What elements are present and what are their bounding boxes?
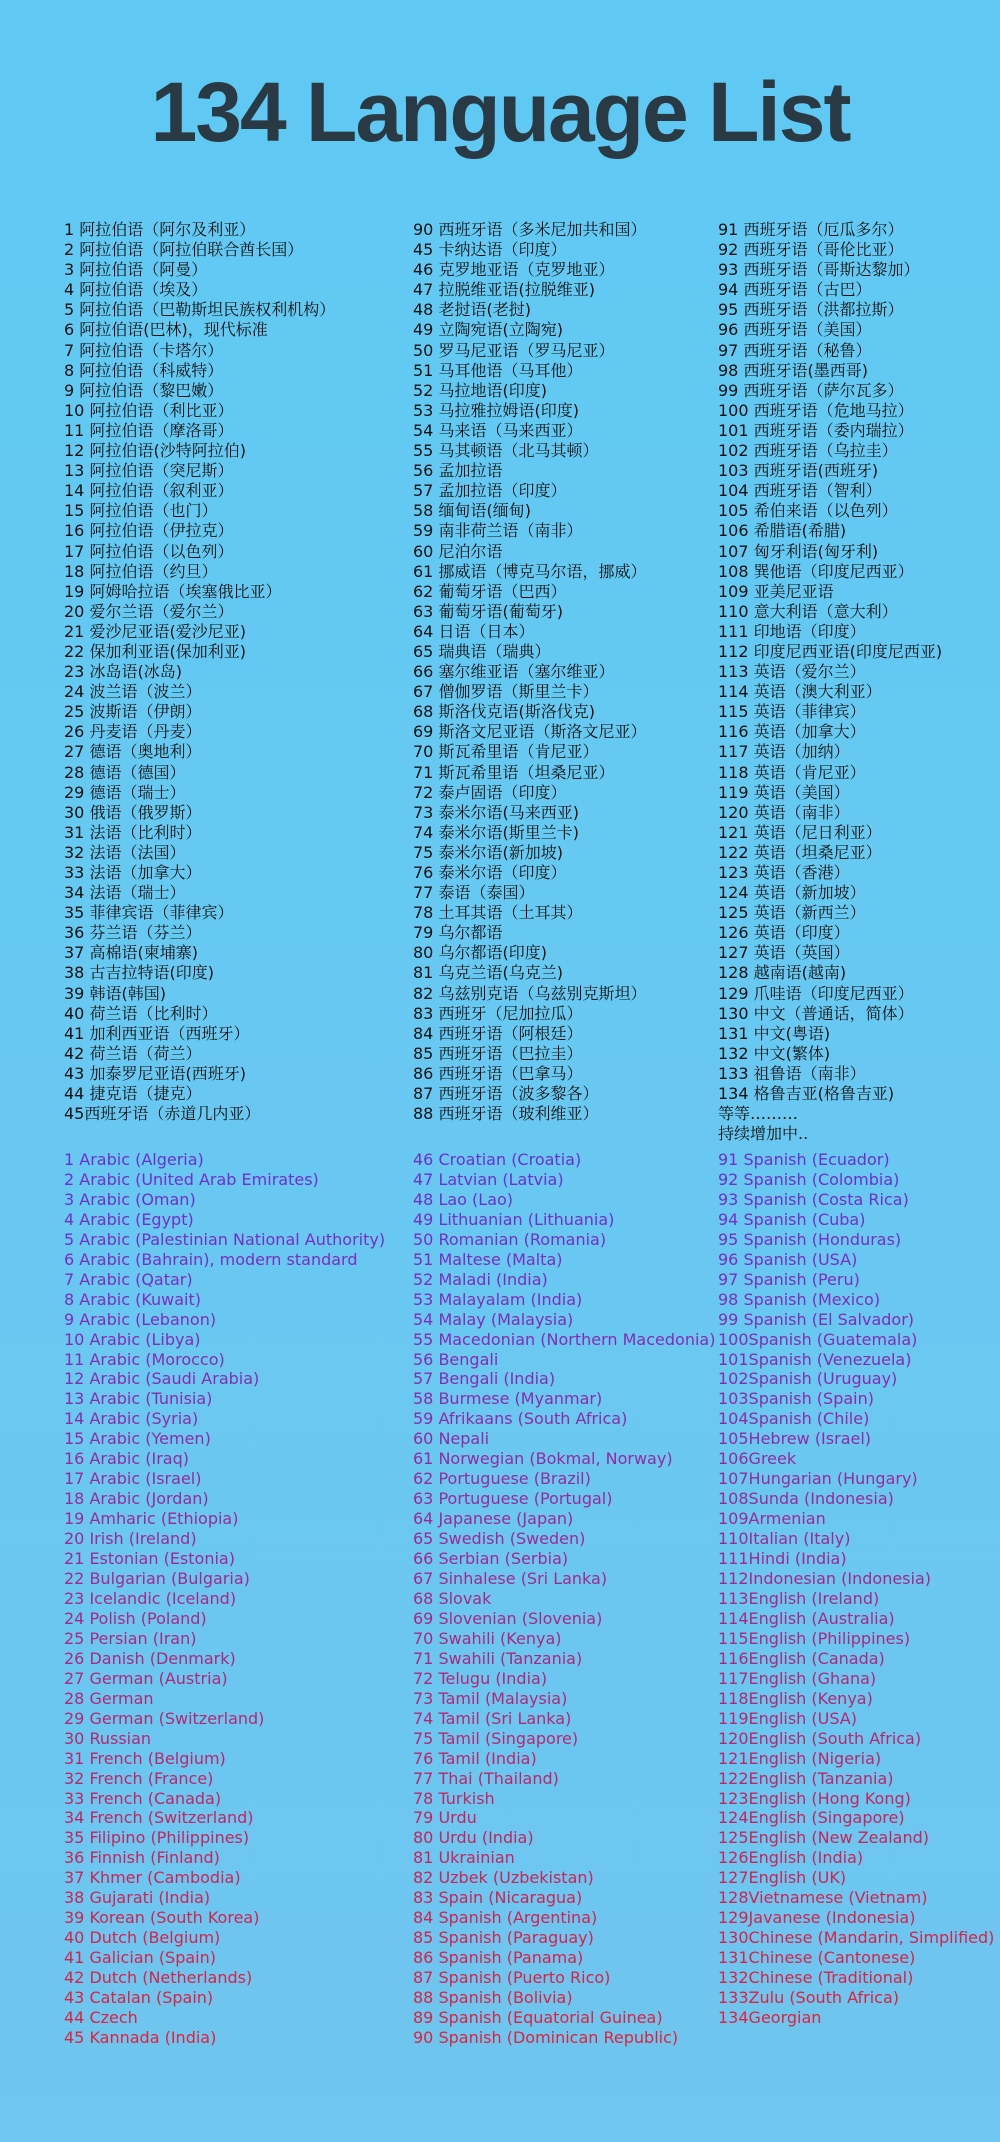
language-item: 118English (Kenya) bbox=[718, 1688, 873, 1708]
language-item: 127 英语（英国） bbox=[718, 943, 850, 963]
language-item: 27 German (Austria) bbox=[64, 1668, 228, 1688]
language-item: 26 Danish (Denmark) bbox=[64, 1648, 236, 1668]
language-item: 75 Tamil (Singapore) bbox=[413, 1728, 579, 1748]
language-item: 46 Croatian (Croatia) bbox=[413, 1150, 582, 1169]
language-item: 95 Spanish (Honduras) bbox=[718, 1229, 902, 1249]
language-item: 96 西班牙语（美国） bbox=[718, 320, 872, 340]
zh-list-col-3 bbox=[718, 220, 998, 1144]
language-item: 59 南非荷兰语（南非） bbox=[413, 521, 583, 541]
language-item: 45 卡纳达语（印度） bbox=[413, 240, 567, 260]
language-item: 78 Turkish bbox=[413, 1788, 495, 1808]
language-item: 73 泰米尔语(马来西亚) bbox=[413, 802, 579, 822]
language-item: 99 Spanish (El Salvador) bbox=[718, 1309, 915, 1329]
language-item: 114 英语（澳大利亚） bbox=[718, 682, 882, 702]
language-item: 35 菲律宾语（菲律宾） bbox=[64, 903, 234, 923]
language-item: 71 Swahili (Tanzania) bbox=[413, 1648, 583, 1668]
language-item: 128Vietnamese (Vietnam) bbox=[718, 1888, 928, 1908]
language-item: 44 捷克语（捷克） bbox=[64, 1084, 202, 1104]
language-item: 73 Tamil (Malaysia) bbox=[413, 1688, 568, 1708]
language-item: 81 Ukrainian bbox=[413, 1848, 515, 1868]
language-item: 93 西班牙语（哥斯达黎加） bbox=[718, 260, 920, 280]
language-item: 36 芬兰语（芬兰） bbox=[64, 923, 202, 943]
language-item: 46 克罗地亚语（克罗地亚） bbox=[413, 260, 615, 280]
language-item: 120English (South Africa) bbox=[718, 1728, 922, 1748]
language-item: 113English (Ireland) bbox=[718, 1588, 880, 1608]
language-item: 131 中文(粤语) bbox=[718, 1023, 831, 1043]
language-item: 43 加泰罗尼亚语(西班牙) bbox=[64, 1063, 246, 1083]
language-item: 110 意大利语（意大利） bbox=[718, 601, 898, 621]
language-item: 93 Spanish (Costa Rica) bbox=[718, 1189, 909, 1209]
language-item: 57 Bengali (India) bbox=[413, 1369, 556, 1389]
language-item: 68 Slovak bbox=[413, 1588, 492, 1608]
language-item: 9 阿拉伯语（黎巴嫩） bbox=[64, 380, 224, 400]
language-item: 94 西班牙语（古巴） bbox=[718, 280, 872, 300]
language-item: 12 阿拉伯语(沙特阿拉伯) bbox=[64, 441, 246, 461]
language-item: 27 德语（奥地利） bbox=[64, 742, 202, 762]
zh-list-col-2 bbox=[413, 220, 713, 1124]
language-item: 124English (Singapore) bbox=[718, 1808, 905, 1828]
language-item: 99 西班牙语（萨尔瓦多） bbox=[718, 380, 904, 400]
language-item: 60 尼泊尔语 bbox=[413, 541, 503, 561]
language-item: 2 Arabic (United Arab Emirates) bbox=[64, 1169, 319, 1189]
language-item: 7 阿拉伯语（卡塔尔） bbox=[64, 340, 224, 360]
language-item: 44 Czech bbox=[64, 2007, 138, 2027]
language-item: 68 斯洛伐克语(斯洛伐克) bbox=[413, 702, 595, 722]
language-item: 17 Arabic (Israel) bbox=[64, 1469, 202, 1489]
language-item: 79 Urdu bbox=[413, 1808, 477, 1828]
language-item: 130 中文（普通话，简体） bbox=[718, 1003, 914, 1023]
language-item: 69 Slovenian (Slovenia) bbox=[413, 1608, 603, 1628]
language-item: 16 阿拉伯语（伊拉克） bbox=[64, 521, 234, 541]
language-item: 88 Spanish (Bolivia) bbox=[413, 1988, 573, 2008]
language-item: 1 阿拉伯语（阿尔及利亚） bbox=[64, 220, 256, 239]
language-item: 108 巽他语（印度尼西亚） bbox=[718, 561, 914, 581]
language-item: 33 法语（加拿大） bbox=[64, 863, 202, 882]
language-item: 78 土耳其语（土耳其） bbox=[413, 903, 583, 923]
language-item: 65 瑞典语（瑞典） bbox=[413, 641, 551, 661]
language-item: 2 阿拉伯语（阿拉伯联合酋长国） bbox=[64, 240, 304, 260]
language-item: 40 Dutch (Belgium) bbox=[64, 1928, 221, 1948]
language-item: 66 Serbian (Serbia) bbox=[413, 1549, 569, 1569]
language-item: 6 阿拉伯语(巴林)，现代标准 bbox=[64, 320, 268, 340]
language-item: 57 孟加拉语（印度） bbox=[413, 481, 567, 501]
language-item: 24 波兰语（波兰） bbox=[64, 682, 202, 702]
en-list-col-2 bbox=[413, 1150, 718, 2048]
language-item: 54 Malay (Malaysia) bbox=[413, 1309, 574, 1329]
language-item: 14 阿拉伯语（叙利亚） bbox=[64, 481, 234, 501]
language-item: 5 阿拉伯语（巴勒斯坦民族权利机构） bbox=[64, 300, 336, 320]
language-item: 23 冰岛语(冰岛) bbox=[64, 662, 182, 682]
language-item: 19 Amharic (Ethiopia) bbox=[64, 1509, 239, 1529]
language-item: 36 Finnish (Finland) bbox=[64, 1848, 220, 1868]
language-item: 10 阿拉伯语（利比亚） bbox=[64, 400, 234, 420]
language-item: 62 葡萄牙语（巴西） bbox=[413, 581, 567, 601]
language-item: 74 Tamil (Sri Lanka) bbox=[413, 1708, 572, 1728]
language-item: 63 葡萄牙语(葡萄牙) bbox=[413, 601, 563, 621]
language-item: 3 Arabic (Oman) bbox=[64, 1189, 196, 1209]
language-item: 67 僧伽罗语（斯里兰卡） bbox=[413, 682, 599, 702]
page-title: 134 Language List bbox=[150, 65, 850, 159]
language-item: 1 Arabic (Algeria) bbox=[64, 1150, 204, 1169]
language-item: 25 Persian (Iran) bbox=[64, 1628, 197, 1648]
language-item: 107 匈牙利语(匈牙利) bbox=[718, 541, 879, 561]
language-item: 47 Latvian (Latvia) bbox=[413, 1169, 564, 1189]
language-item: 113 英语（爱尔兰） bbox=[718, 662, 866, 682]
language-item: 126English (India) bbox=[718, 1848, 864, 1868]
language-item: 127English (UK) bbox=[718, 1868, 847, 1888]
en-list-col-3 bbox=[718, 1150, 998, 2028]
language-item: 90 Spanish (Dominican Republic) bbox=[413, 2027, 679, 2047]
language-item: 101Spanish (Venezuela) bbox=[718, 1349, 912, 1369]
language-item: 20 爱尔兰语（爱尔兰） bbox=[64, 601, 234, 621]
language-item: 80 Urdu (India) bbox=[413, 1828, 534, 1848]
language-item: 74 泰米尔语(斯里兰卡) bbox=[413, 822, 579, 842]
language-item: 115English (Philippines) bbox=[718, 1628, 911, 1648]
language-item: 125English (New Zealand) bbox=[718, 1828, 930, 1848]
language-item: 104 西班牙语（智利） bbox=[718, 481, 882, 501]
language-item: 65 Swedish (Sweden) bbox=[413, 1529, 586, 1549]
language-item: 102 西班牙语（乌拉圭） bbox=[718, 441, 898, 461]
zh-list-col-1 bbox=[64, 220, 409, 1124]
language-item: 122 英语（坦桑尼亚） bbox=[718, 842, 882, 862]
language-item: 33 French (Canada) bbox=[64, 1788, 222, 1808]
language-item: 34 French (Switzerland) bbox=[64, 1808, 254, 1828]
language-item: 42 Dutch (Netherlands) bbox=[64, 1968, 253, 1988]
language-item: 66 塞尔维亚语（塞尔维亚） bbox=[413, 662, 615, 682]
language-item: 21 爱沙尼亚语(爱沙尼亚) bbox=[64, 621, 246, 641]
language-item: 105 希伯来语（以色列） bbox=[718, 501, 898, 521]
language-item: 123 英语（香港） bbox=[718, 863, 850, 882]
language-item: 45西班牙语（赤道几内亚） bbox=[64, 1104, 261, 1124]
language-item: 70 Swahili (Kenya) bbox=[413, 1628, 562, 1648]
language-item: 29 German (Switzerland) bbox=[64, 1708, 265, 1728]
language-item: 30 Russian bbox=[64, 1728, 152, 1748]
language-item: 51 Maltese (Malta) bbox=[413, 1249, 563, 1269]
language-item: 72 Telugu (India) bbox=[413, 1668, 548, 1688]
language-item: 34 法语（瑞士） bbox=[64, 883, 186, 903]
language-item: 84 西班牙语（阿根廷） bbox=[413, 1023, 583, 1043]
language-item: 8 Arabic (Kuwait) bbox=[64, 1289, 202, 1309]
language-item: 97 西班牙语（秘鲁） bbox=[718, 340, 872, 360]
language-item: 95 西班牙语（洪都拉斯） bbox=[718, 300, 904, 320]
language-item: 49 立陶宛语(立陶宛) bbox=[413, 320, 563, 340]
language-item: 13 Arabic (Tunisia) bbox=[64, 1389, 213, 1409]
language-item: 等等……… bbox=[718, 1104, 799, 1124]
language-item: 71 斯瓦希里语（坦桑尼亚） bbox=[413, 762, 615, 782]
language-item: 15 阿拉伯语（也门） bbox=[64, 501, 218, 521]
language-item: 持续增加中.. bbox=[718, 1124, 809, 1144]
language-item: 83 西班牙（尼加拉瓜） bbox=[413, 1003, 583, 1023]
language-item: 55 Macedonian (Northern Macedonia) bbox=[413, 1329, 716, 1349]
language-item: 87 西班牙语（波多黎各） bbox=[413, 1084, 599, 1104]
language-item: 58 缅甸语(缅甸) bbox=[413, 501, 531, 521]
language-item: 23 Icelandic (Iceland) bbox=[64, 1588, 237, 1608]
language-item: 55 马其顿语（北马其顿） bbox=[413, 441, 599, 461]
language-item: 6 Arabic (Bahrain), modern standard bbox=[64, 1249, 358, 1269]
language-item: 117 英语（加纳） bbox=[718, 742, 850, 762]
language-item: 76 Tamil (India) bbox=[413, 1748, 537, 1768]
language-item: 83 Spain (Nicaragua) bbox=[413, 1888, 583, 1908]
language-item: 59 Afrikaans (South Africa) bbox=[413, 1409, 628, 1429]
language-item: 121English (Nigeria) bbox=[718, 1748, 882, 1768]
language-item: 24 Polish (Poland) bbox=[64, 1608, 207, 1628]
language-item: 109 亚美尼亚语 bbox=[718, 581, 834, 601]
language-item: 91 西班牙语（厄瓜多尔） bbox=[718, 220, 904, 239]
language-item: 134Georgian bbox=[718, 2007, 822, 2027]
language-item: 11 Arabic (Morocco) bbox=[64, 1349, 225, 1369]
language-item: 56 孟加拉语 bbox=[413, 461, 503, 481]
language-item: 29 德语（瑞士） bbox=[64, 782, 186, 802]
language-item: 132Chinese (Traditional) bbox=[718, 1968, 914, 1988]
language-item: 109Armenian bbox=[718, 1509, 826, 1529]
language-item: 112Indonesian (Indonesia) bbox=[718, 1569, 931, 1589]
language-item: 69 斯洛文尼亚语（斯洛文尼亚） bbox=[413, 722, 647, 742]
language-item: 106Greek bbox=[718, 1449, 797, 1469]
language-item: 92 Spanish (Colombia) bbox=[718, 1169, 900, 1189]
language-item: 38 Gujarati (India) bbox=[64, 1888, 211, 1908]
language-item: 133 祖鲁语（南非） bbox=[718, 1063, 866, 1083]
language-item: 75 泰米尔语(新加坡) bbox=[413, 842, 563, 862]
language-item: 41 加利西亚语（西班牙） bbox=[64, 1023, 250, 1043]
language-item: 48 老挝语(老挝) bbox=[413, 300, 531, 320]
language-item: 47 拉脱维亚语(拉脱维亚) bbox=[413, 280, 595, 300]
language-item: 64 Japanese (Japan) bbox=[413, 1509, 574, 1529]
language-item: 102Spanish (Uruguay) bbox=[718, 1369, 898, 1389]
language-item: 18 Arabic (Jordan) bbox=[64, 1489, 209, 1509]
language-item: 14 Arabic (Syria) bbox=[64, 1409, 199, 1429]
language-item: 30 俄语（俄罗斯） bbox=[64, 802, 202, 822]
language-item: 85 Spanish (Paraguay) bbox=[413, 1928, 594, 1948]
language-item: 26 丹麦语（丹麦） bbox=[64, 722, 202, 742]
language-item: 121 英语（尼日利亚） bbox=[718, 822, 882, 842]
language-item: 97 Spanish (Peru) bbox=[718, 1269, 860, 1289]
language-item: 87 Spanish (Puerto Rico) bbox=[413, 1968, 611, 1988]
language-item: 64 日语（日本） bbox=[413, 621, 535, 641]
language-item: 61 Norwegian (Bokmal, Norway) bbox=[413, 1449, 673, 1469]
language-item: 4 阿拉伯语（埃及） bbox=[64, 280, 208, 300]
language-item: 123English (Hong Kong) bbox=[718, 1788, 911, 1808]
language-item: 128 越南语(越南) bbox=[718, 963, 847, 983]
language-item: 61 挪威语（博克马尔语，挪威） bbox=[413, 561, 647, 581]
language-item: 111 印地语（印度） bbox=[718, 621, 866, 641]
language-item: 45 Kannada (India) bbox=[64, 2027, 217, 2047]
language-item: 100 西班牙语（危地马拉） bbox=[718, 400, 914, 420]
language-item: 42 荷兰语（荷兰） bbox=[64, 1043, 202, 1063]
language-item: 86 西班牙语（巴拿马） bbox=[413, 1063, 583, 1083]
en-list-col-1 bbox=[64, 1150, 409, 2048]
language-item: 120 英语（南非） bbox=[718, 802, 850, 822]
language-item: 7 Arabic (Qatar) bbox=[64, 1269, 193, 1289]
language-item: 56 Bengali bbox=[413, 1349, 499, 1369]
language-item: 54 马来语（马来西亚） bbox=[413, 420, 583, 440]
language-item: 28 German bbox=[64, 1688, 154, 1708]
language-item: 4 Arabic (Egypt) bbox=[64, 1209, 194, 1229]
language-item: 82 Uzbek (Uzbekistan) bbox=[413, 1868, 594, 1888]
language-item: 108Sunda (Indonesia) bbox=[718, 1489, 894, 1509]
language-item: 72 泰卢固语（印度） bbox=[413, 782, 567, 802]
language-item: 88 西班牙语（玻利维亚） bbox=[413, 1104, 599, 1124]
language-item: 81 乌克兰语(乌克兰) bbox=[413, 963, 563, 983]
language-item: 40 荷兰语（比利时） bbox=[64, 1003, 218, 1023]
language-item: 50 Romanian (Romania) bbox=[413, 1229, 607, 1249]
language-item: 28 德语（德国） bbox=[64, 762, 186, 782]
language-item: 22 保加利亚语(保加利亚) bbox=[64, 641, 246, 661]
language-item: 41 Galician (Spain) bbox=[64, 1948, 216, 1968]
language-item: 116 英语（加拿大） bbox=[718, 722, 866, 742]
language-item: 131Chinese (Cantonese) bbox=[718, 1948, 916, 1968]
language-item: 92 西班牙语（哥伦比亚） bbox=[718, 240, 904, 260]
language-item: 15 Arabic (Yemen) bbox=[64, 1429, 211, 1449]
language-item: 9 Arabic (Lebanon) bbox=[64, 1309, 217, 1329]
language-item: 37 高棉语(柬埔寨) bbox=[64, 943, 198, 963]
language-item: 103Spanish (Spain) bbox=[718, 1389, 874, 1409]
language-item: 114English (Australia) bbox=[718, 1608, 895, 1628]
language-item: 12 Arabic (Saudi Arabia) bbox=[64, 1369, 260, 1389]
language-item: 43 Catalan (Spain) bbox=[64, 1988, 214, 2008]
language-item: 32 French (France) bbox=[64, 1768, 214, 1788]
language-item: 53 马拉雅拉姆语(印度) bbox=[413, 400, 579, 420]
language-item: 126 英语（印度） bbox=[718, 923, 850, 943]
language-item: 86 Spanish (Panama) bbox=[413, 1948, 584, 1968]
language-item: 32 法语（法国） bbox=[64, 842, 186, 862]
language-item: 62 Portuguese (Brazil) bbox=[413, 1469, 591, 1489]
language-item: 111Hindi (India) bbox=[718, 1549, 847, 1569]
language-item: 117English (Ghana) bbox=[718, 1668, 877, 1688]
language-item: 11 阿拉伯语（摩洛哥） bbox=[64, 420, 234, 440]
language-item: 25 波斯语（伊朗） bbox=[64, 702, 202, 722]
language-item: 96 Spanish (USA) bbox=[718, 1249, 858, 1269]
language-item: 60 Nepali bbox=[413, 1429, 490, 1449]
language-item: 132 中文(繁体) bbox=[718, 1043, 831, 1063]
language-item: 125 英语（新西兰） bbox=[718, 903, 866, 923]
language-item: 39 韩语(韩国) bbox=[64, 983, 166, 1003]
language-item: 119English (USA) bbox=[718, 1708, 857, 1728]
language-item: 85 西班牙语（巴拉圭） bbox=[413, 1043, 583, 1063]
language-item: 103 西班牙语(西班牙) bbox=[718, 461, 879, 481]
language-item: 53 Malayalam (India) bbox=[413, 1289, 583, 1309]
language-item: 98 西班牙语(墨西哥) bbox=[718, 360, 868, 380]
language-item: 10 Arabic (Libya) bbox=[64, 1329, 201, 1349]
language-item: 39 Korean (South Korea) bbox=[64, 1908, 260, 1928]
language-item: 118 英语（肯尼亚） bbox=[718, 762, 866, 782]
language-item: 106 希腊语(希腊) bbox=[718, 521, 847, 541]
language-item: 94 Spanish (Cuba) bbox=[718, 1209, 866, 1229]
language-item: 115 英语（菲律宾） bbox=[718, 702, 866, 722]
language-item: 105Hebrew (Israel) bbox=[718, 1429, 872, 1449]
language-item: 101 西班牙语（委内瑞拉） bbox=[718, 420, 914, 440]
language-item: 38 古吉拉特语(印度) bbox=[64, 963, 214, 983]
language-item: 22 Bulgarian (Bulgaria) bbox=[64, 1569, 250, 1589]
language-item: 49 Lithuanian (Lithuania) bbox=[413, 1209, 615, 1229]
language-item: 100Spanish (Guatemala) bbox=[718, 1329, 918, 1349]
language-item: 52 马拉地语(印度) bbox=[413, 380, 547, 400]
language-item: 107Hungarian (Hungary) bbox=[718, 1469, 918, 1489]
language-item: 18 阿拉伯语（约旦） bbox=[64, 561, 218, 581]
language-item: 84 Spanish (Argentina) bbox=[413, 1908, 598, 1928]
language-item: 133Zulu (South Africa) bbox=[718, 1988, 900, 2008]
language-item: 58 Burmese (Myanmar) bbox=[413, 1389, 603, 1409]
language-item: 31 French (Belgium) bbox=[64, 1748, 226, 1768]
language-item: 119 英语（美国） bbox=[718, 782, 850, 802]
language-item: 31 法语（比利时） bbox=[64, 822, 202, 842]
language-item: 77 Thai (Thailand) bbox=[413, 1768, 559, 1788]
language-item: 130Chinese (Mandarin, Simplified) bbox=[718, 1928, 995, 1948]
language-item: 63 Portuguese (Portugal) bbox=[413, 1489, 613, 1509]
language-item: 122English (Tanzania) bbox=[718, 1768, 894, 1788]
language-item: 51 马耳他语（马耳他） bbox=[413, 360, 583, 380]
language-item: 76 泰米尔语（印度） bbox=[413, 863, 567, 882]
language-item: 110Italian (Italy) bbox=[718, 1529, 851, 1549]
language-item: 8 阿拉伯语（科威特） bbox=[64, 360, 224, 380]
language-item: 129Javanese (Indonesia) bbox=[718, 1908, 916, 1928]
language-item: 19 阿姆哈拉语（埃塞俄比亚） bbox=[64, 581, 282, 601]
language-item: 104Spanish (Chile) bbox=[718, 1409, 870, 1429]
language-item: 79 乌尔都语 bbox=[413, 923, 503, 943]
language-item: 21 Estonian (Estonia) bbox=[64, 1549, 235, 1569]
language-item: 90 西班牙语（多米尼加共和国） bbox=[413, 220, 647, 239]
language-item: 134 格鲁吉亚(格鲁吉亚) bbox=[718, 1084, 895, 1104]
language-item: 3 阿拉伯语（阿曼） bbox=[64, 260, 208, 280]
language-item: 129 爪哇语（印度尼西亚） bbox=[718, 983, 914, 1003]
language-item: 80 乌尔都语(印度) bbox=[413, 943, 547, 963]
language-item: 16 Arabic (Iraq) bbox=[64, 1449, 189, 1469]
language-item: 50 罗马尼亚语（罗马尼亚） bbox=[413, 340, 615, 360]
language-item: 112 印度尼西亚语(印度尼西亚) bbox=[718, 641, 943, 661]
language-item: 67 Sinhalese (Sri Lanka) bbox=[413, 1569, 608, 1589]
language-item: 13 阿拉伯语（突尼斯） bbox=[64, 461, 234, 481]
language-item: 116English (Canada) bbox=[718, 1648, 885, 1668]
language-item: 37 Khmer (Cambodia) bbox=[64, 1868, 241, 1888]
language-item: 124 英语（新加坡） bbox=[718, 883, 866, 903]
language-item: 17 阿拉伯语（以色列） bbox=[64, 541, 234, 561]
language-item: 52 Maladi (India) bbox=[413, 1269, 548, 1289]
language-item: 70 斯瓦希里语（肯尼亚） bbox=[413, 742, 599, 762]
language-item: 20 Irish (Ireland) bbox=[64, 1529, 197, 1549]
language-item: 91 Spanish (Ecuador) bbox=[718, 1150, 890, 1169]
language-item: 35 Filipino (Philippines) bbox=[64, 1828, 250, 1848]
language-item: 48 Lao (Lao) bbox=[413, 1189, 514, 1209]
language-item: 89 Spanish (Equatorial Guinea) bbox=[413, 2007, 663, 2027]
language-item: 82 乌兹别克语（乌兹别克斯坦） bbox=[413, 983, 647, 1003]
language-item: 5 Arabic (Palestinian National Authority) bbox=[64, 1229, 386, 1249]
language-item: 77 泰语（泰国） bbox=[413, 883, 535, 903]
language-item: 98 Spanish (Mexico) bbox=[718, 1289, 881, 1309]
